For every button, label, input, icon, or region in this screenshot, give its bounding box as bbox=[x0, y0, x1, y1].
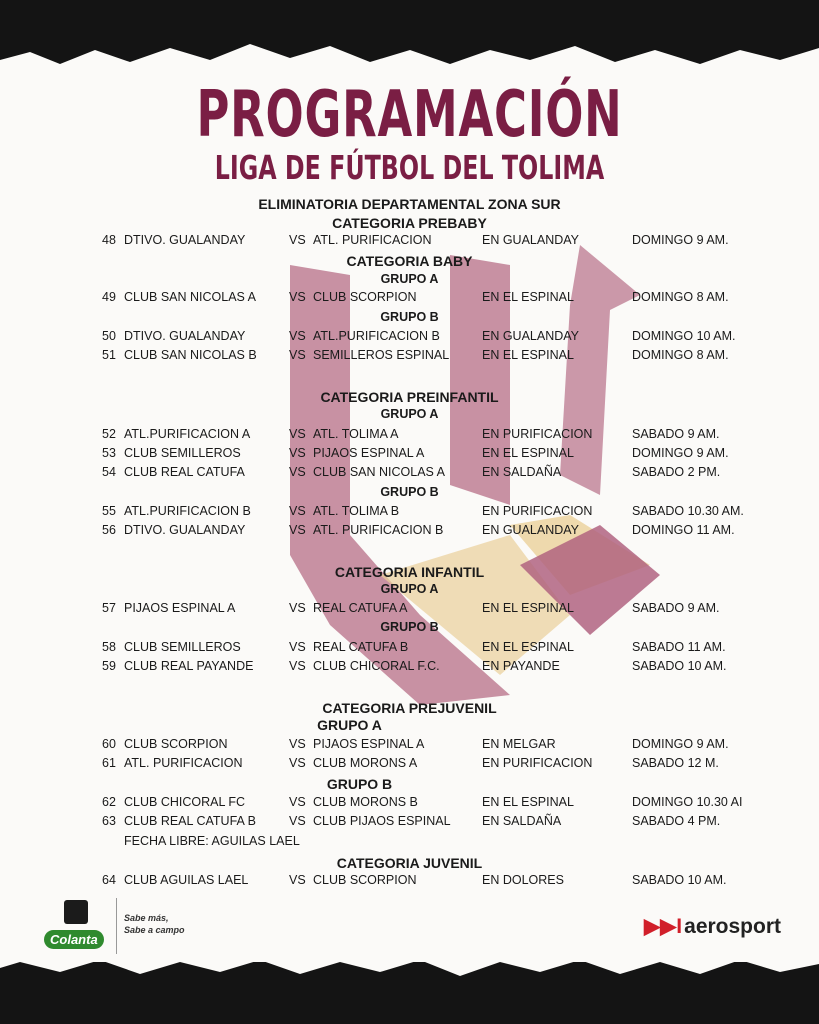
category-prejuvenil: CATEGORIA PREJUVENIL bbox=[322, 700, 497, 716]
sponsor-slogan bbox=[124, 912, 185, 936]
match-row: 55 ATL.PURIFICACION B VS ATL. TOLIMA B EN PURIFICACION SABADO 10.30 AM. bbox=[102, 504, 744, 518]
match-row: 54 CLUB REAL CATUFA VS CLUB SAN NICOLAS A EN SALDAÑA SABADO 2 PM. bbox=[102, 465, 721, 479]
page-subtitle: LIGA DE FÚTBOL DEL TOLIMA bbox=[214, 148, 605, 187]
match-row: 60 CLUB SCORPION VS PIJAOS ESPINAL A EN MELGAR DOMINGO 9 AM. bbox=[102, 737, 729, 751]
group-label: GRUPO B bbox=[380, 485, 439, 499]
category-preinfantil: CATEGORIA PREINFANTIL bbox=[320, 389, 499, 405]
category-juvenil: CATEGORIA JUVENIL bbox=[336, 855, 483, 871]
match-row: 61 ATL. PURIFICACION VS CLUB MORONS A EN PURIFICACION SABADO 12 M. bbox=[102, 756, 719, 770]
match-row: 50 DTIVO. GUALANDAY VS ATL.PURIFICACION B EN GUALANDAY DOMINGO 10 AM. bbox=[102, 329, 736, 343]
match-row: 64 CLUB AGUILAS LAEL VS CLUB SCORPION EN DOLORES SABADO 10 AM. bbox=[102, 873, 727, 887]
category-infantil: CATEGORIA INFANTIL bbox=[334, 564, 485, 580]
match-row: 63 CLUB REAL CATUFA B VS CLUB PIJAOS ESPINAL EN SALDAÑA SABADO 4 PM. bbox=[102, 814, 721, 828]
group-label: GRUPO B bbox=[326, 776, 393, 792]
match-row: 58 CLUB SEMILLEROS VS REAL CATUFA B EN EL ESPINAL SABADO 11 AM. bbox=[102, 640, 726, 654]
group-label: GRUPO B bbox=[380, 310, 439, 324]
match-row: 57 PIJAOS ESPINAL A VS REAL CATUFA A EN EL ESPINAL SABADO 9 AM. bbox=[102, 601, 720, 615]
aerosport-name: aerosport bbox=[684, 915, 781, 938]
sponsor-divider bbox=[116, 898, 117, 954]
colanta-logo: Colanta bbox=[44, 930, 104, 949]
group-label: GRUPO A bbox=[380, 582, 439, 596]
slogan-line-1: Sabe más, bbox=[124, 913, 169, 923]
match-row: 51 CLUB SAN NICOLAS B VS SEMILLEROS ESPINAL EN EL ESPINAL DOMINGO 8 AM. bbox=[102, 348, 729, 362]
torn-paper-bottom bbox=[0, 962, 819, 1024]
match-row: 62 CLUB CHICORAL FC VS CLUB MORONS B EN EL ESPINAL DOMINGO 10.30 AI bbox=[102, 795, 743, 809]
match-row: 48 DTIVO. GUALANDAY VS ATL. PURIFICACION EN GUALANDAY DOMINGO 9 AM. bbox=[102, 233, 729, 247]
tournament-heading: ELIMINATORIA DEPARTAMENTAL ZONA SUR bbox=[258, 196, 561, 212]
free-date-note: FECHA LIBRE: AGUILAS LAEL bbox=[124, 834, 300, 848]
page-title: PROGRAMACIÓN bbox=[196, 78, 623, 152]
sponsor-block bbox=[44, 898, 244, 958]
match-row: 53 CLUB SEMILLEROS VS PIJAOS ESPINAL A EN EL ESPINAL DOMINGO 9 AM. bbox=[102, 446, 729, 460]
match-row: 49 CLUB SAN NICOLAS A VS CLUB SCORPION EN EL ESPINAL DOMINGO 8 AM. bbox=[102, 290, 729, 304]
cow-icon bbox=[64, 900, 88, 924]
aerosport-logo bbox=[644, 914, 781, 939]
slogan-line-2: Sabe a campo bbox=[124, 925, 185, 935]
group-label: GRUPO B bbox=[380, 620, 439, 634]
group-label: GRUPO A bbox=[380, 407, 439, 421]
category-prebaby: CATEGORIA PREBABY bbox=[332, 215, 487, 231]
torn-paper-top bbox=[0, 0, 819, 70]
match-row: 56 DTIVO. GUALANDAY VS ATL. PURIFICACION B EN GUALANDAY DOMINGO 11 AM. bbox=[102, 523, 735, 537]
group-label: GRUPO A bbox=[317, 717, 382, 733]
category-baby: CATEGORIA BABY bbox=[346, 253, 473, 269]
play-forward-icon: ▶▶I bbox=[644, 915, 683, 938]
match-row: 59 CLUB REAL PAYANDE VS CLUB CHICORAL F.C. EN PAYANDE SABADO 10 AM. bbox=[102, 659, 727, 673]
match-row: 52 ATL.PURIFICACION A VS ATL. TOLIMA A EN PURIFICACION SABADO 9 AM. bbox=[102, 427, 720, 441]
group-label: GRUPO A bbox=[380, 272, 439, 286]
